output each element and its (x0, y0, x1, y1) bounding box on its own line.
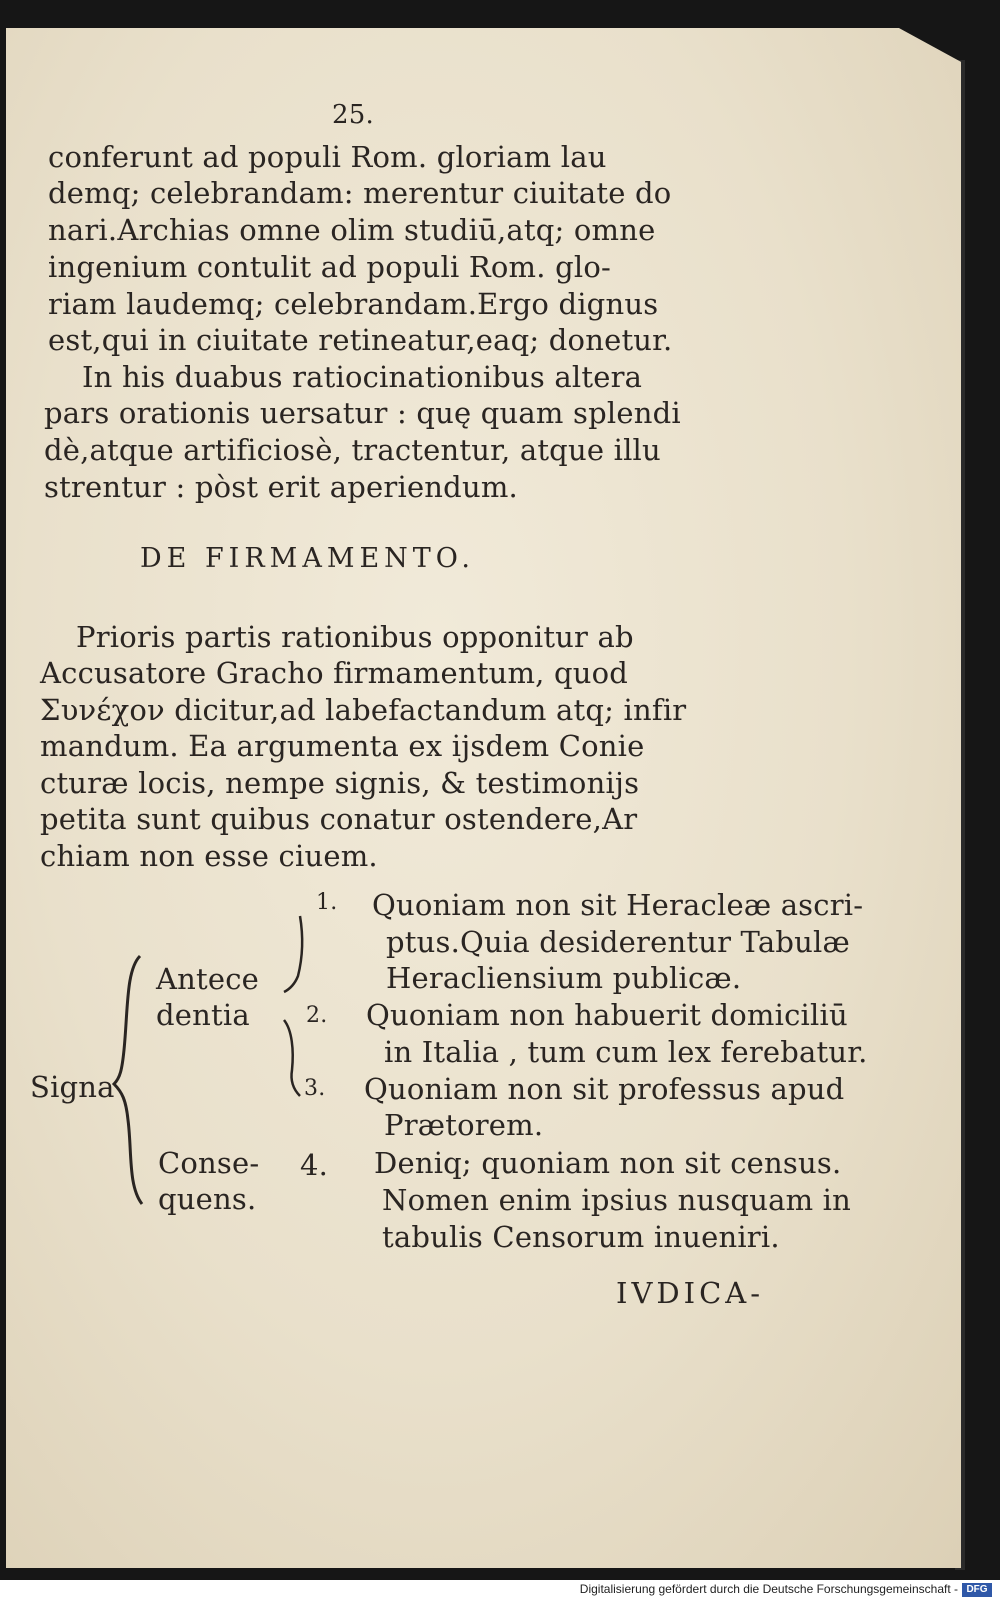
scheme-item-line: ptus.Quia desiderentur Tabulæ (386, 925, 850, 959)
scheme-item-line: in Italia , tum cum lex ferebatur. (384, 1035, 868, 1069)
text-line: demq; celebrandam: merentur ciuitate do (48, 176, 672, 210)
scheme-item-line: Deniq; quoniam non sit census. (374, 1146, 842, 1180)
text-line: ingenium contulit ad populi Rom. glo- (48, 250, 611, 284)
scheme-root-signa: Signa (30, 1070, 115, 1104)
text-line: cturæ locis, nempe signis, & testimonijs (40, 766, 640, 800)
text-line: Prioris partis rationibus opponitur ab (76, 620, 634, 654)
scheme-item-line: Heracliensium publicæ. (386, 961, 742, 995)
text-line: petita sunt quibus conatur ostendere,Ar (40, 802, 638, 836)
scheme-item-number: 4. (300, 1148, 329, 1182)
scheme-item-line: tabulis Censorum inueniri. (382, 1220, 780, 1254)
footer-credit: Digitalisierung gefördert durch die Deutsche Forschungsgemeinschaft - (579, 1582, 958, 1596)
text-line: riam laudemq; celebrandam.Ergo dignus (48, 287, 659, 321)
text-line: In his duabus ratiocinationibus altera (82, 360, 643, 394)
scheme-item-line: Quoniam non habuerit domiciliū (366, 998, 848, 1032)
scheme-item-line: Quoniam non sit Heracleæ ascri- (372, 888, 864, 922)
scheme-item-number: 1. (316, 890, 338, 915)
text-line: strentur : pòst erit aperiendum. (44, 470, 518, 504)
scheme-antecedentia: dentia (156, 998, 250, 1032)
scheme-item-line: Prætorem. (384, 1108, 544, 1142)
text-line: Accusatore Gracho firmamentum, quod (40, 656, 629, 690)
scheme-consequens: quens. (158, 1182, 257, 1216)
scheme-main-brace (110, 950, 150, 1210)
text-line: est,qui in ciuitate retineatur,eaq; donetur. (48, 323, 673, 357)
scheme-item-number: 3. (304, 1076, 326, 1101)
dfg-logo: DFG (962, 1583, 992, 1597)
scheme-item-number: 2. (306, 1003, 328, 1028)
text-line: nari.Archias omne olim studiū,atq; omne (48, 213, 656, 247)
section-heading: DE FIRMAMENTO. (140, 543, 475, 574)
text-line: conferunt ad populi Rom. gloriam lau (48, 140, 607, 174)
scheme-item-line: Quoniam non sit professus apud (364, 1072, 845, 1106)
scheme-antecedentia-brace (278, 910, 308, 1100)
text-line: dè,atque artificiosè, tractentur, atque illu (44, 433, 661, 467)
scheme-item-line: Nomen enim ipsius nusquam in (382, 1183, 852, 1217)
catchword: IVDICA- (616, 1276, 765, 1310)
text-line: Συνέχον dicitur,ad labefactandum atq; infir (40, 693, 687, 727)
text-line: chiam non esse ciuem. (40, 839, 378, 873)
text-line: pars orationis uersatur : quę quam splendi (44, 396, 681, 430)
text-line: mandum. Ea argumenta ex ijsdem Conie (40, 729, 645, 763)
scheme-consequens: Conse- (158, 1146, 260, 1180)
scheme-antecedentia: Antece (156, 962, 260, 996)
page-number: 25. (332, 100, 374, 130)
